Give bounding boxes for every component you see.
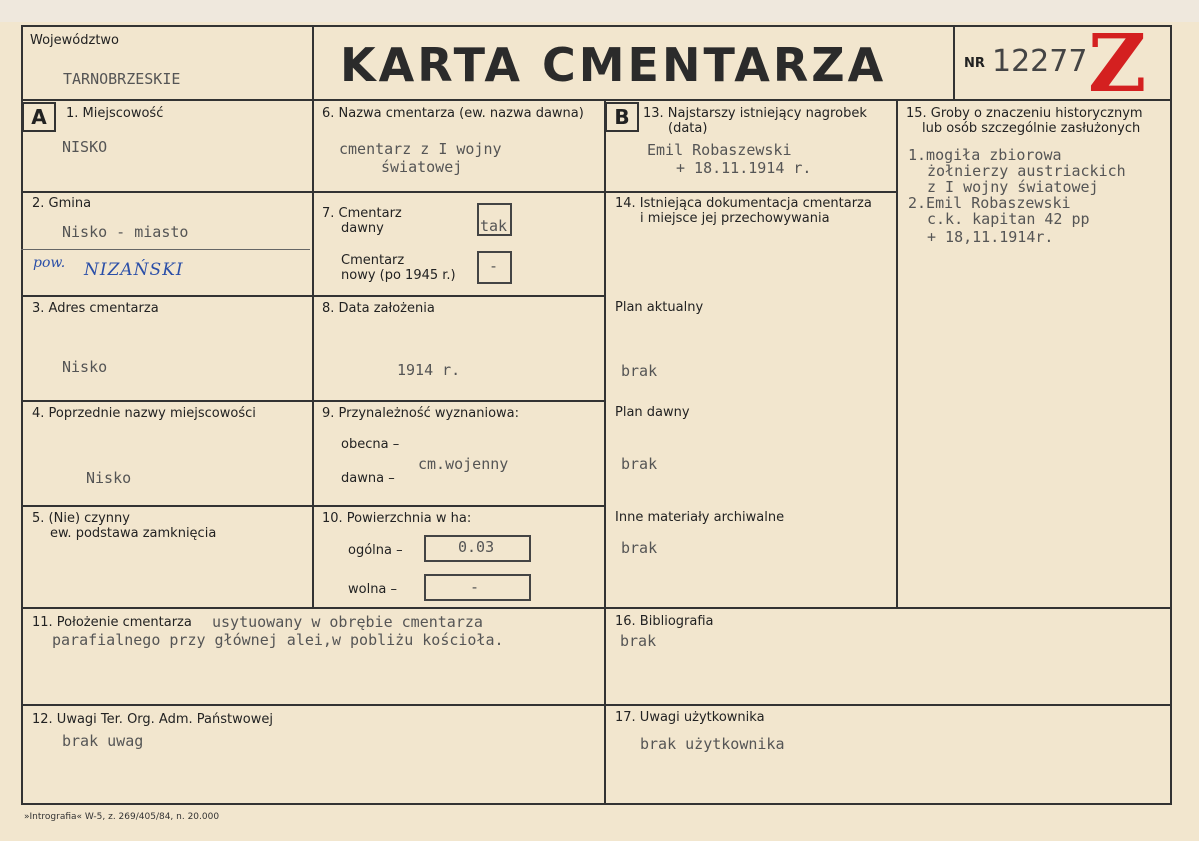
field-12-label: 12. Uwagi Ter. Org. Adm. Państwowej	[32, 712, 273, 727]
field-13-label: 13. Najstarszy istniejący nagrobek	[643, 106, 867, 121]
rule	[604, 191, 896, 193]
rule	[21, 191, 604, 193]
field-16-value: brak	[620, 632, 657, 650]
rule	[312, 25, 314, 100]
field-15-sublabel: lub osób szczególnie zasłużonych	[922, 121, 1141, 136]
voivodeship-value: TARNOBRZESKIE	[63, 70, 181, 88]
field-8-value: 1914 r.	[397, 361, 461, 379]
nr-label: NR	[964, 56, 985, 71]
field-7-label-old: dawny	[341, 221, 384, 236]
plan-current-value: brak	[621, 362, 658, 380]
field-10-total-value: 0.03	[458, 538, 495, 556]
field-15-line-1: 1.mogiła zbiorowa	[908, 146, 1062, 164]
rule	[21, 704, 1172, 706]
field-6-value-1: cmentarz z I wojny	[339, 140, 502, 158]
printer-footer: »Intrografia« W-5, z. 269/405/84, n. 20.000	[24, 812, 220, 822]
field-3-label: 3. Adres cmentarza	[32, 301, 159, 316]
field-15-line-5: c.k. kapitan 42 pp	[927, 210, 1090, 228]
scan-top-strip	[0, 0, 1199, 22]
field-9-value: cm.wojenny	[418, 455, 509, 473]
field-9-former-label: dawna –	[341, 471, 395, 486]
field-3-value: Nisko	[62, 358, 108, 376]
field-10-label: 10. Powierzchnia w ha:	[322, 511, 472, 526]
field-11-value-2: parafialnego przy głównej alei,w pobliżu kościoła.	[52, 631, 504, 649]
rule	[896, 99, 898, 608]
voivodeship-label: Województwo	[30, 33, 120, 48]
field-4-label: 4. Poprzednie nazwy miejscowości	[32, 406, 256, 421]
field-7-label: 7. Cmentarz	[322, 206, 402, 221]
plan-old-label: Plan dawny	[615, 405, 690, 420]
rule	[21, 607, 1172, 609]
rule	[21, 295, 604, 297]
county-label-handwritten: pow.	[33, 255, 66, 271]
field-17-value: brak użytkownika	[640, 735, 785, 753]
field-13-value-2: + 18.11.1914 r.	[676, 159, 812, 177]
field-7-new-value: -	[489, 257, 499, 275]
plan-old-value: brak	[621, 455, 658, 473]
field-14-sublabel: i miejsce jej przechowywania	[640, 211, 830, 226]
field-15-line-3: z I wojny światowej	[927, 178, 1099, 196]
field-9-label: 9. Przynależność wyznaniowa:	[322, 406, 520, 421]
field-5-label: 5. (Nie) czynny	[32, 511, 130, 526]
field-11-label: 11. Położenie cmentarza	[32, 615, 192, 630]
field-1-label: 1. Miejscowość	[66, 106, 164, 121]
field-2-value: Nisko - miasto	[62, 223, 189, 241]
field-13-value-1: Emil Robaszewski	[647, 141, 792, 159]
other-materials-value: brak	[621, 539, 658, 557]
plan-current-label: Plan aktualny	[615, 300, 704, 315]
field-7-label-new-sub: nowy (po 1945 r.)	[341, 268, 456, 283]
field-10-free-value: -	[470, 578, 480, 596]
rule	[21, 400, 604, 402]
rule	[312, 99, 314, 608]
field-6-value-2: światowej	[381, 158, 463, 176]
field-4-value: Nisko	[86, 469, 132, 487]
field-14-label: 14. Istniejąca dokumentacja cmentarza	[615, 196, 872, 211]
field-1-value: NISKO	[62, 138, 108, 156]
county-value-handwritten: NIZAŃSKI	[84, 260, 184, 280]
rule	[21, 505, 604, 507]
rule	[21, 99, 1172, 101]
other-materials-label: Inne materiały archiwalne	[615, 510, 785, 525]
field-15-line-2: żołnierzy austriackich	[927, 162, 1126, 180]
field-6-label: 6. Nazwa cmentarza (ew. nazwa dawna)	[322, 106, 584, 121]
stamp-letter: Z	[1088, 16, 1147, 110]
field-13-sublabel: (data)	[668, 121, 708, 136]
field-7-old-value: tak	[480, 217, 508, 235]
field-2-label: 2. Gmina	[32, 196, 92, 211]
section-a-badge: A	[22, 102, 56, 132]
card-title: KARTA CMENTARZA	[340, 38, 887, 92]
field-7-label-new: Cmentarz	[341, 253, 405, 268]
rule	[953, 25, 955, 100]
rule	[21, 249, 310, 250]
field-10-free-label: wolna –	[348, 582, 398, 597]
nr-value: 12277	[992, 44, 1088, 79]
field-15-line-4: 2.Emil Robaszewski	[908, 194, 1071, 212]
field-8-label: 8. Data założenia	[322, 301, 435, 316]
field-10-total-label: ogólna –	[348, 543, 403, 558]
rule	[604, 99, 606, 804]
field-15-label: 15. Groby o znaczeniu historycznym	[906, 106, 1143, 121]
field-16-label: 16. Bibliografia	[615, 614, 714, 629]
field-11-value-1: usytuowany w obrębie cmentarza	[212, 613, 483, 631]
field-17-label: 17. Uwagi użytkownika	[615, 710, 765, 725]
field-12-value: brak uwag	[62, 732, 144, 750]
field-9-current-label: obecna –	[341, 437, 400, 452]
section-b-badge: B	[605, 102, 639, 132]
field-5-sublabel: ew. podstawa zamknięcia	[50, 526, 217, 541]
field-15-line-6: + 18,11.1914r.	[927, 228, 1054, 246]
